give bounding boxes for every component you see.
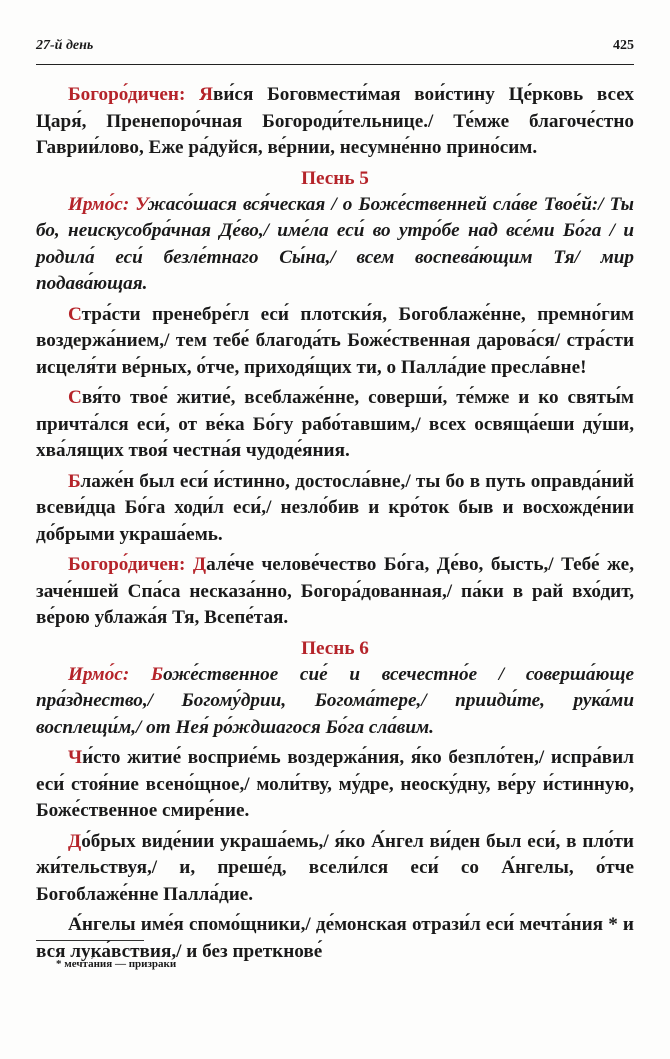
footnote: * мечта́ния — призраки <box>56 958 177 970</box>
initial-letter: С <box>68 303 82 325</box>
troparion-paragraph <box>36 829 634 909</box>
paragraph-text: и́сто житие́ восприе́мь воздержа́ния, я́ко безпло́тен,/ испра́вил еси́ стоя́ние всено́щное,/ моли́тву, му́дре, неоску́дну, ве́ру и́стинную, Боже́ственное смире́ние. <box>36 747 634 821</box>
initial-letter: Я <box>199 84 214 105</box>
theotokion-paragraph <box>36 82 634 162</box>
footnote-divider <box>36 940 144 941</box>
paragraph-text: А́нгелы име́я спомо́щники,/ де́монская отрази́л еси́ мечта́ния * и вся лука́вствия,/ и без преткнове́ <box>36 914 634 962</box>
initial-letter: Д <box>192 554 207 575</box>
troparion-paragraph <box>36 385 634 465</box>
irmos-paragraph <box>36 192 634 298</box>
paragraph-text: вя́то твое́ житие́, всеблаже́нне, соверши́, те́мже и ко святы́м причта́лся еси́, от ве́ка Бо́гу рабо́тавшим,/ всех освяща́еши ду́ши, хва́лящих твоя́ честна́я чудоде́яния. <box>36 387 634 461</box>
troparion-paragraph <box>36 302 634 382</box>
text-body <box>36 82 634 969</box>
rubric-label: Богоро́дичен: <box>68 554 193 575</box>
paragraph-text: жасо́шася вся́ческая / о Боже́ственней сла́ве Твое́й:/ Ты бо, неискусобра́чная Де́во,/ име́ла еси́ во утро́бе над все́ми Бо́га / и родила́ еси́ безле́тнаго Сы́на,/ всем воспева́ющим Тя/ мир подава́ющая. <box>36 193 634 294</box>
initial-letter: Б <box>68 470 81 492</box>
rubric-label: Ирмо́с: <box>68 193 136 215</box>
paragraph-text: о́брых виде́нии украша́емь,/ я́ко А́нгел ви́ден был еси́, в пло́ти жи́тельствуя,/ и, преше́д, всели́лся еси́ со А́нгелы, о́тче Богоблаже́нне Палла́дие. <box>36 830 634 905</box>
page-number: 425 <box>613 38 634 53</box>
initial-letter: Ч <box>68 747 83 768</box>
paragraph-text: оже́ственное сие́ и всечестно́е / соверша́юще пра́зднество,/ Богому́дрии, Богома́тере,/ прииди́те, рука́ми восплещи́м,/ от Нея́ ро́ждшагося Бо́га сла́вим. <box>36 663 634 738</box>
initial-letter: Б <box>150 663 164 685</box>
section-heading: Песнь 6 <box>301 637 369 659</box>
irmos-paragraph <box>36 662 634 742</box>
troparion-paragraph <box>36 745 634 825</box>
paragraph-text: лаже́н был еси́ и́стинно, достосла́вне,/ ты бо в путь оправда́ний всеви́дца Бо́га ходи́л еси́,/ незло́бив и кро́ток быв и восхожде́нии до́брыми украша́емь. <box>36 470 634 545</box>
page-header <box>36 38 634 65</box>
initial-letter: Д <box>68 830 82 852</box>
paragraph-text: ви́ся Боговмести́мая вои́стину Це́рковь всех Царя́, Пренепоро́чная Богороди́тельнице./ Те́мже благоче́стно Гаврии́лово, Еже ра́дуйся, ве́рнии, несумне́нно прино́сим. <box>36 84 634 158</box>
rubric-label: Богоро́дичен: <box>68 84 200 105</box>
rubric-label: Ирмо́с: <box>68 663 151 685</box>
paragraph-text: але́че челове́чество Бо́га, Де́во, бысть,/ Тебе́ же, заче́ншей Спа́са несказа́нно, Богора́дованная,/ па́ки в рай вхо́дит, ве́рою ублажа́я Тя, Всепе́тая. <box>36 554 634 628</box>
troparion-paragraph <box>36 469 634 549</box>
initial-letter: С <box>68 387 82 408</box>
running-title: 27-й день <box>36 38 94 53</box>
initial-letter: У <box>135 193 148 215</box>
theotokion-paragraph <box>36 552 634 632</box>
paragraph-text: тра́сти пренебре́гл еси́ плотски́я, Богоблаже́нне, премно́гим воздержа́нием,/ тем тебе́ благода́ть Боже́ственная дарова́ся/ стра́сти исцеля́ти ве́рных, о́тче, приходя́щих ти, о Палла́дие пресла́вне! <box>36 303 634 378</box>
section-heading: Песнь 5 <box>301 167 369 189</box>
